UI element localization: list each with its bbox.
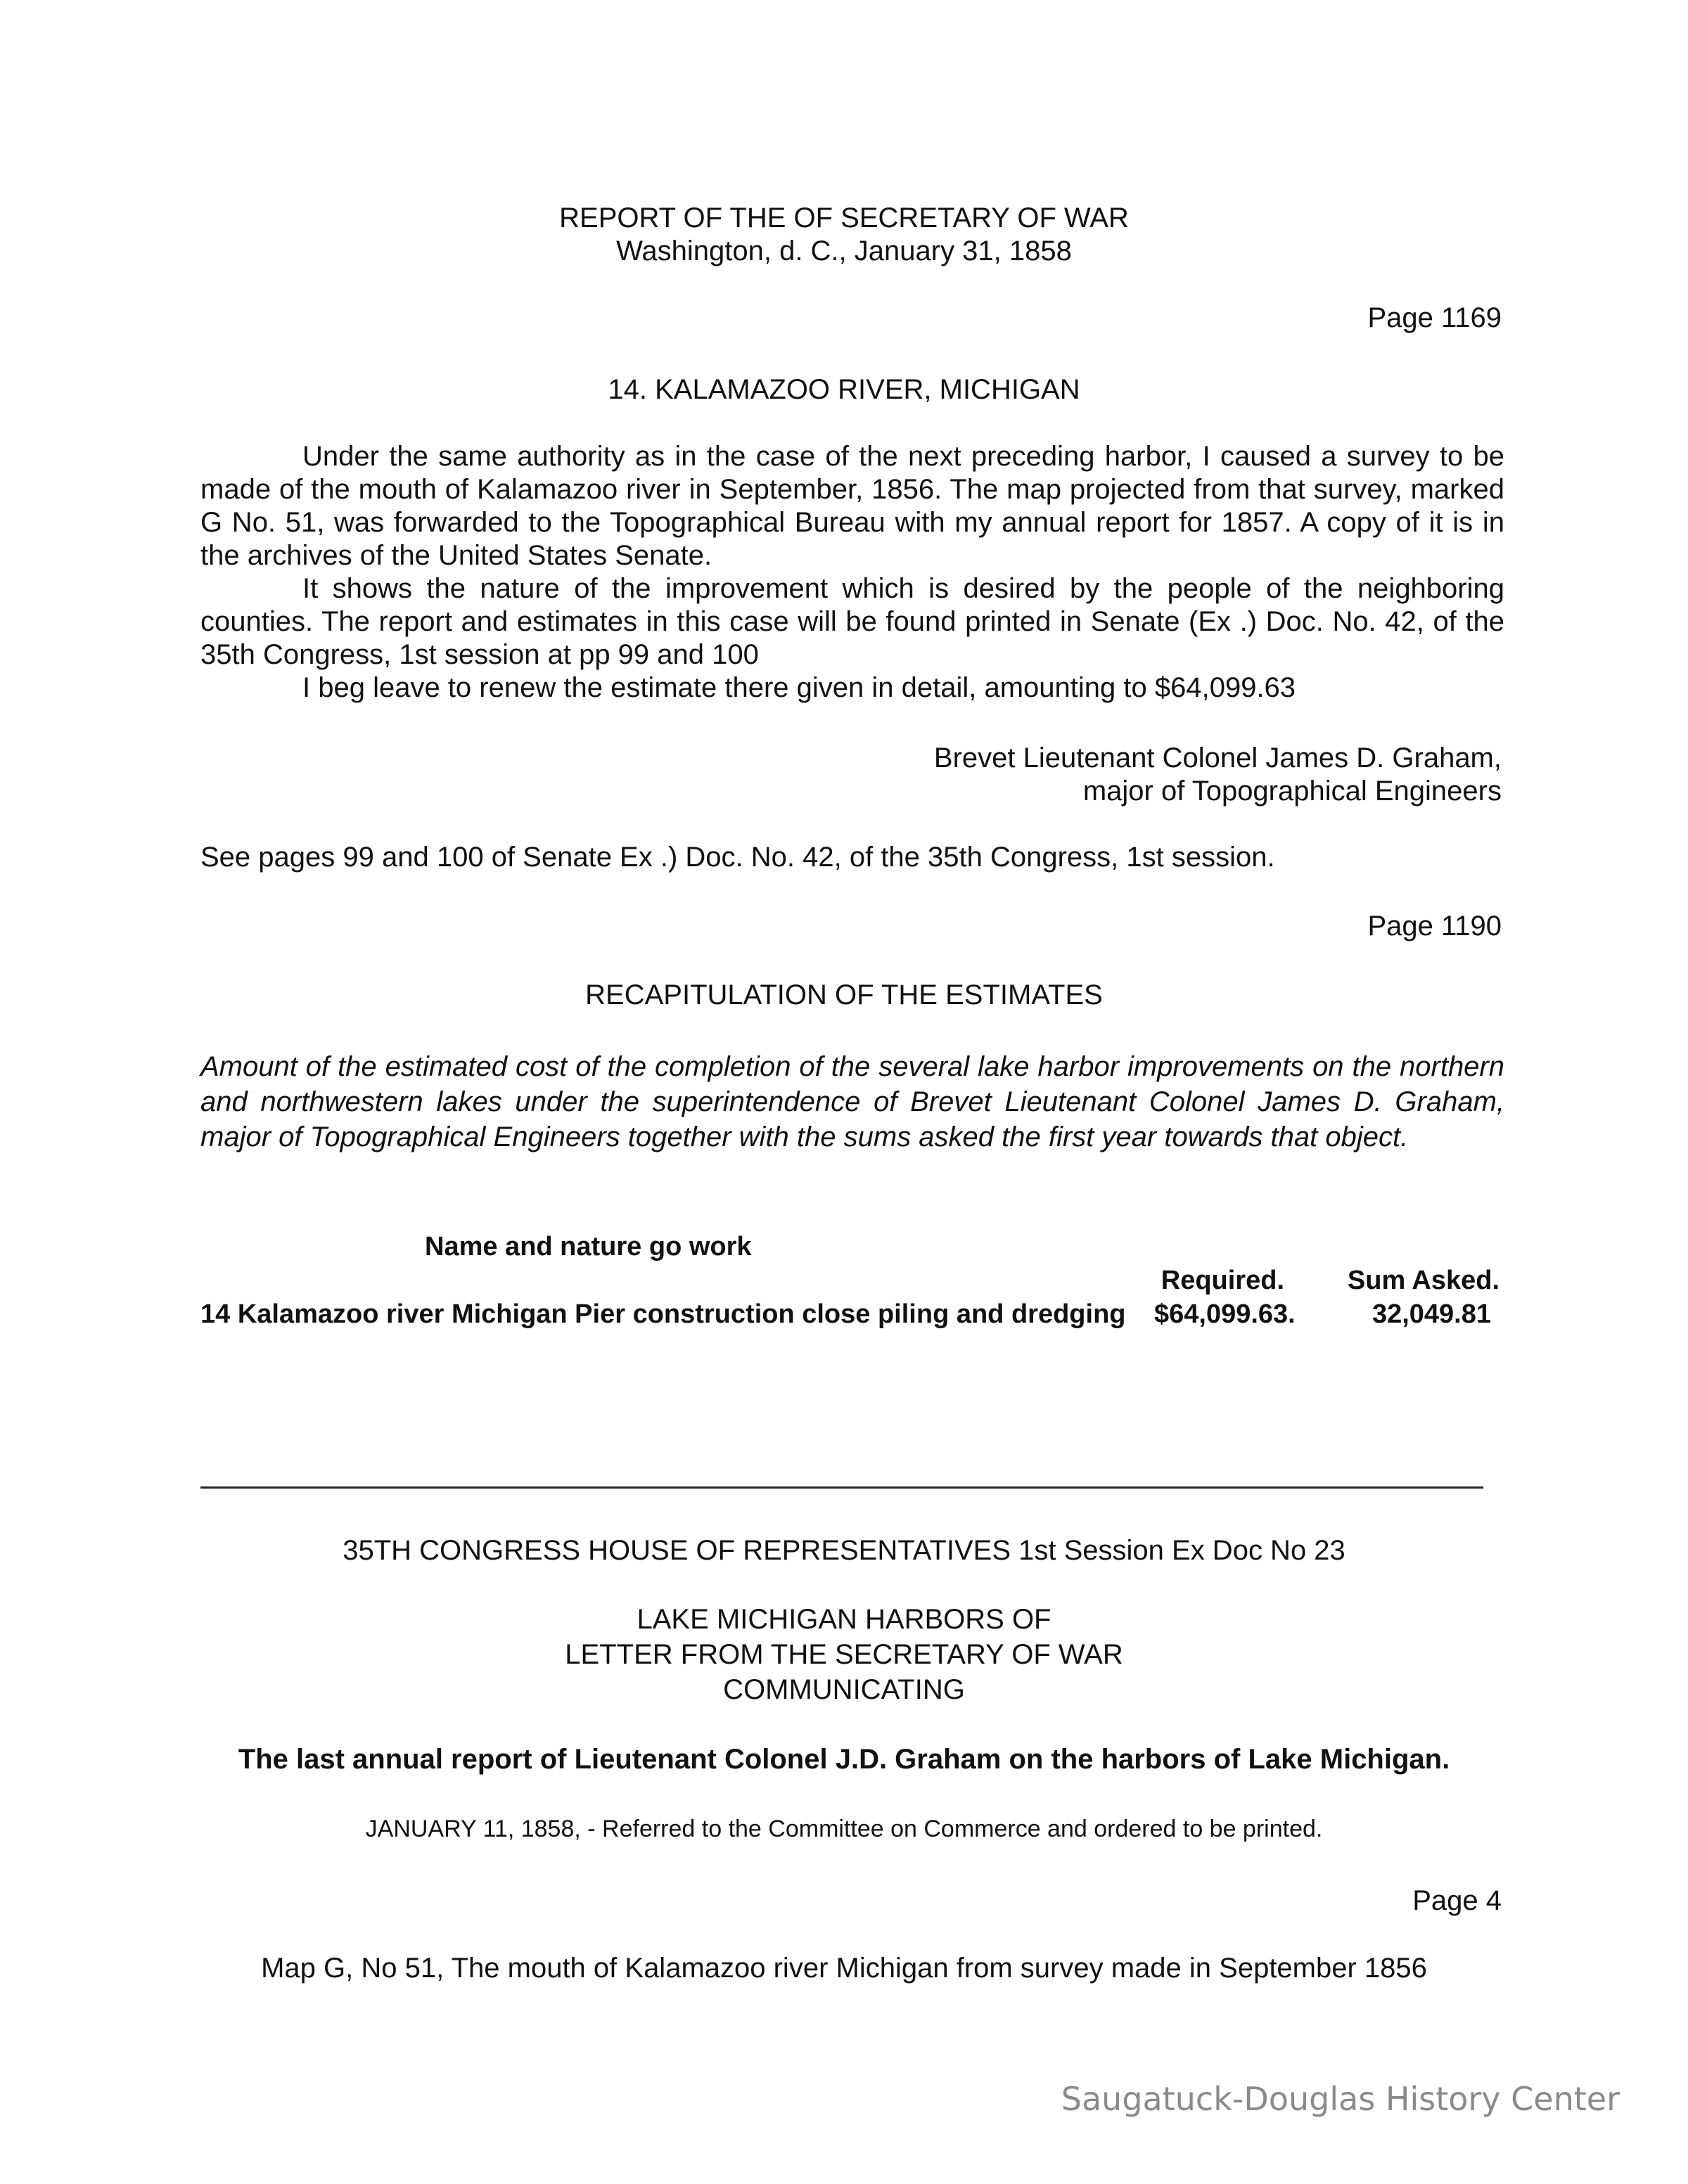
table-col-required: Required.	[1160, 1266, 1284, 1295]
page-number-1169: Page 1169	[1367, 302, 1502, 333]
report-summary: The last annual report of Lieutenant Colonel J.D. Graham on the harbors of Lake Michigan.	[238, 1744, 1450, 1775]
report-dateline: Washington, d. C., January 31, 1858	[616, 236, 1072, 266]
table-col-sum-asked: Sum Asked.	[1347, 1266, 1500, 1295]
signature-line-2: major of Topographical Engineers	[1082, 776, 1502, 807]
page-number-1190: Page 1190	[1367, 911, 1502, 942]
table-name-header: Name and nature go work	[425, 1232, 752, 1261]
letter-title-line-3: COMMUNICATING	[723, 1674, 965, 1705]
report-body	[200, 440, 1504, 705]
recapitulation-intro: Amount of the estimated cost of the completion of the several lake harbor improvements on the northern and northwestern lakes under the superintendence of Brevet Lieutenant Colonel James D. Graham, major of Topographical Engineers together with the sums asked the first year towards that object.	[200, 1051, 1504, 1152]
signature-line-1: Brevet Lieutenant Colonel James D. Graham,	[933, 743, 1502, 773]
paragraph-2: It shows the nature of the improvement which is desired by the people of the neighboring counties. The report and estimates in this case will be found printed in Senate (Ex .) Doc. No. 42, of the 35th Congress, 1st session at pp 99 and 100	[200, 573, 1504, 670]
referral-note: JANUARY 11, 1858, - Referred to the Committee on Commerce and ordered to be printed.	[365, 1816, 1323, 1842]
map-reference: Map G, No 51, The mouth of Kalamazoo river Michigan from survey made in September 1856	[261, 1953, 1427, 1984]
see-pages-note: See pages 99 and 100 of Senate Ex .) Doc. No. 42, of the 35th Congress, 1st session.	[200, 842, 1275, 873]
page-number-4: Page 4	[1412, 1885, 1502, 1916]
table-row-name: 14 Kalamazoo river Michigan Pier construction close piling and dredging	[200, 1299, 1126, 1329]
letter-title-line-1: LAKE MICHIGAN HARBORS OF	[637, 1604, 1051, 1635]
section-heading-kalamazoo: 14. KALAMAZOO RIVER, MICHIGAN	[608, 374, 1080, 405]
watermark-text: Saugatuck-Douglas History Center	[1061, 2080, 1620, 2118]
section-heading-recapitulation: RECAPITULATION OF THE ESTIMATES	[585, 979, 1103, 1010]
congress-line: 35TH CONGRESS HOUSE OF REPRESENTATIVES 1st Session Ex Doc No 23	[343, 1535, 1345, 1566]
table-row-sum-asked: 32,049.81	[1372, 1299, 1491, 1329]
letter-title-line-2: LETTER FROM THE SECRETARY OF WAR	[565, 1639, 1123, 1670]
table-row-required: $64,099.63.	[1154, 1299, 1296, 1329]
section-divider	[200, 1486, 1483, 1489]
report-title: REPORT OF THE OF SECRETARY OF WAR	[559, 203, 1129, 233]
paragraph-1: Under the same authority as in the case of the next preceding harbor, I caused a survey to be made of the mouth of Kalamazoo river in September, 1856. The map projected from that survey, marked G No. 51, was forwarded to the Topographical Bureau with my annual report for 1857. A copy of it is in the archives of the United States Senate.	[200, 441, 1504, 571]
paragraph-3: I beg leave to renew the estimate there given in detail, amounting to $64,099.63	[302, 672, 1296, 703]
